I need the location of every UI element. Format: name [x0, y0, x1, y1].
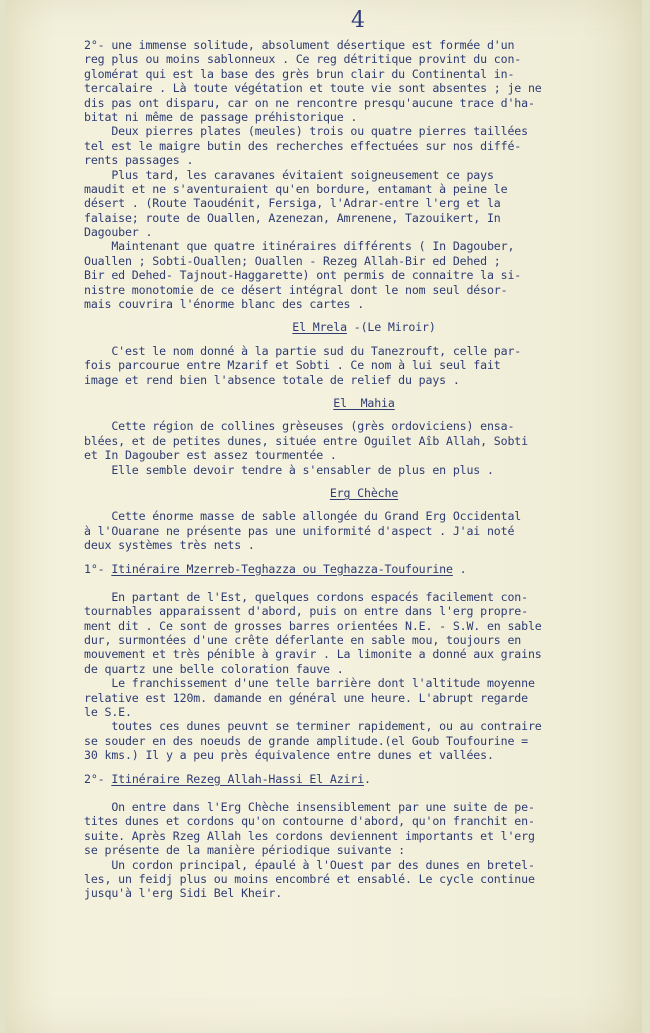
text-line: Un cordon principal, épaulé à l'Ouest par des dunes en bretel-	[84, 857, 535, 872]
text-line: En partant de l'Est, quelques cordons espacés facilement con-	[84, 589, 528, 604]
itinerary-suffix: .	[364, 771, 371, 786]
itinerary-number: 1°-	[84, 561, 112, 576]
text-line: tites dunes et cordons qu'on contourne d'abord, qu'on franchit en-	[84, 814, 535, 829]
section-heading	[84, 396, 644, 410]
text-line: Le franchissement d'une telle barrière dont l'altitude moyenne	[84, 676, 535, 691]
text-line: toutes ces dunes peuvnt se terminer rapidement, ou au contraire	[84, 719, 542, 734]
text-line: dis pas ont disparu, car on ne rencontre presqu'aucune trace d'ha-	[84, 95, 535, 110]
page-number: 4	[351, 8, 365, 33]
text-line: Cette énorme masse de sable allongée du Grand Erg Occidental	[84, 509, 522, 524]
text-line: 2°- une immense solitude, absolument désertique est formée d'un	[84, 38, 515, 52]
text-line: falaise; route de Ouallen, Azenezan, Amrenene, Tazouikert, In	[84, 210, 501, 225]
text-line: Plus tard, les caravanes évitaient soigneusement ce pays	[84, 167, 494, 182]
text-line: tel est le maigre butin des recherches effectuées sur nos diffé-	[84, 138, 522, 153]
text-line: le S.E.	[84, 705, 132, 720]
itinerary-heading	[84, 562, 644, 576]
text-line: image et rend bien l'absence totale de relief du pays .	[84, 372, 460, 387]
text-line: Bir ed Dehed- Tajnout-Haggarette) ont permis de connaitre la si-	[84, 268, 522, 283]
text-line: mais couvrira l'énorme blanc des cartes .	[84, 297, 365, 312]
text-line: jusqu'à l'erg Sidi Bel Kheir.	[84, 886, 283, 901]
section-heading-suffix: -(Le Miroir)	[346, 320, 436, 335]
text-line: maudit et ne s'aventuraient qu'en bordure, entamant à peine le	[84, 181, 508, 196]
text-line: nistre monotomie de ce désert intégral dont le nom seul désor-	[84, 282, 508, 297]
text-line: tercalaire . Là toute végétation et toute vie sont absentes ; je ne	[84, 81, 542, 96]
text-line: suite. Après Rzeg Allah les cordons deviennent importants et l'erg	[84, 828, 535, 843]
text-line: fois parcourue entre Mzarif et Sobti . Ce nom à lui seul fait	[84, 358, 501, 373]
text-line: à l'Ouarane ne présente pas une uniformité d'aspect . J'ai noté	[84, 523, 515, 538]
section-heading-title: El Mrela	[292, 320, 347, 335]
text-line: ment dit . Ce sont de grosses barres orientées N.E. - S.W. en sable	[84, 618, 542, 633]
text-line: rents passages .	[84, 153, 194, 168]
text-line: Dagouber .	[84, 225, 153, 240]
itinerary-heading	[84, 772, 644, 786]
text-line: deux systèmes très nets .	[84, 538, 255, 553]
typed-text-body	[84, 38, 644, 910]
text-line: relative est 120m. damande en général une heure. L'abrupt regarde	[84, 690, 528, 705]
text-line: de quartz une belle coloration fauve .	[84, 661, 344, 676]
text-line: 30 kms.) Il y a peu près équivalence entre dunes et vallées.	[84, 748, 494, 763]
document-page	[6, 0, 642, 1033]
text-line: glomérat qui est la base des grès brun clair du Continental in-	[84, 66, 515, 81]
itinerary-title: Itinéraire Mzerreb-Teghazza ou Teghazza-Toufourine	[111, 561, 453, 576]
section-heading-title: Erg Chèche	[329, 485, 399, 500]
text-line: se souder en des noeuds de grande amplitude.(el Goub Toufourine =	[84, 733, 528, 748]
itinerary-title: Itinéraire Rezeg Allah-Hassi El Aziri	[111, 771, 365, 786]
text-line: Elle semble devoir tendre à s'ensabler de plus en plus .	[84, 462, 494, 477]
text-line: bitat ni même de passage préhistorique .	[84, 109, 358, 124]
section-heading	[84, 320, 644, 334]
section-heading-title: El Mahia	[333, 395, 395, 410]
text-line: Deux pierres plates (meules) trois ou quatre pierres taillées	[84, 124, 528, 139]
text-line: les, un feidj plus ou moins encombré et ensablé. Le cycle continue	[84, 871, 535, 886]
text-line: Ouallen ; Sobti-Ouallen; Ouallen - Rezeg Allah-Bir ed Dehed ;	[84, 253, 501, 268]
text-line: se présente de la manière périodique suivante :	[84, 843, 406, 858]
section-heading	[84, 486, 644, 500]
text-line: On entre dans l'Erg Chèche insensiblement par une suite de pe-	[84, 799, 535, 814]
text-line: désert . (Route Taoudénit, Fersiga, l'Adrar-entre l'erg et la	[84, 196, 501, 211]
itinerary-number: 2°-	[84, 771, 112, 786]
text-line: reg plus ou moins sablonneux . Ce reg détritique provint du con-	[84, 52, 522, 67]
text-line: C'est le nom donné à la partie sud du Tanezrouft, celle par-	[84, 343, 522, 358]
text-line: blées, et de petites dunes, située entre Oguilet Aîb Allah, Sobti	[84, 433, 528, 448]
text-line: mouvement et très pénible à gravir . La limonite a donné aux grains	[84, 647, 542, 662]
text-line: et In Dagouber est assez tourmentée .	[84, 448, 337, 463]
text-line: dur, surmontées d'une crête déferlante en sable mou, toujours en	[84, 633, 522, 648]
itinerary-suffix: .	[452, 561, 467, 576]
text-line: Maintenant que quatre itinéraires différents ( In Dagouber,	[84, 239, 515, 254]
text-line: tournables apparaissent d'abord, puis on entre dans l'erg propre-	[84, 604, 528, 619]
text-line: Cette région de collines grèseuses (grès ordoviciens) ensa-	[84, 419, 515, 434]
